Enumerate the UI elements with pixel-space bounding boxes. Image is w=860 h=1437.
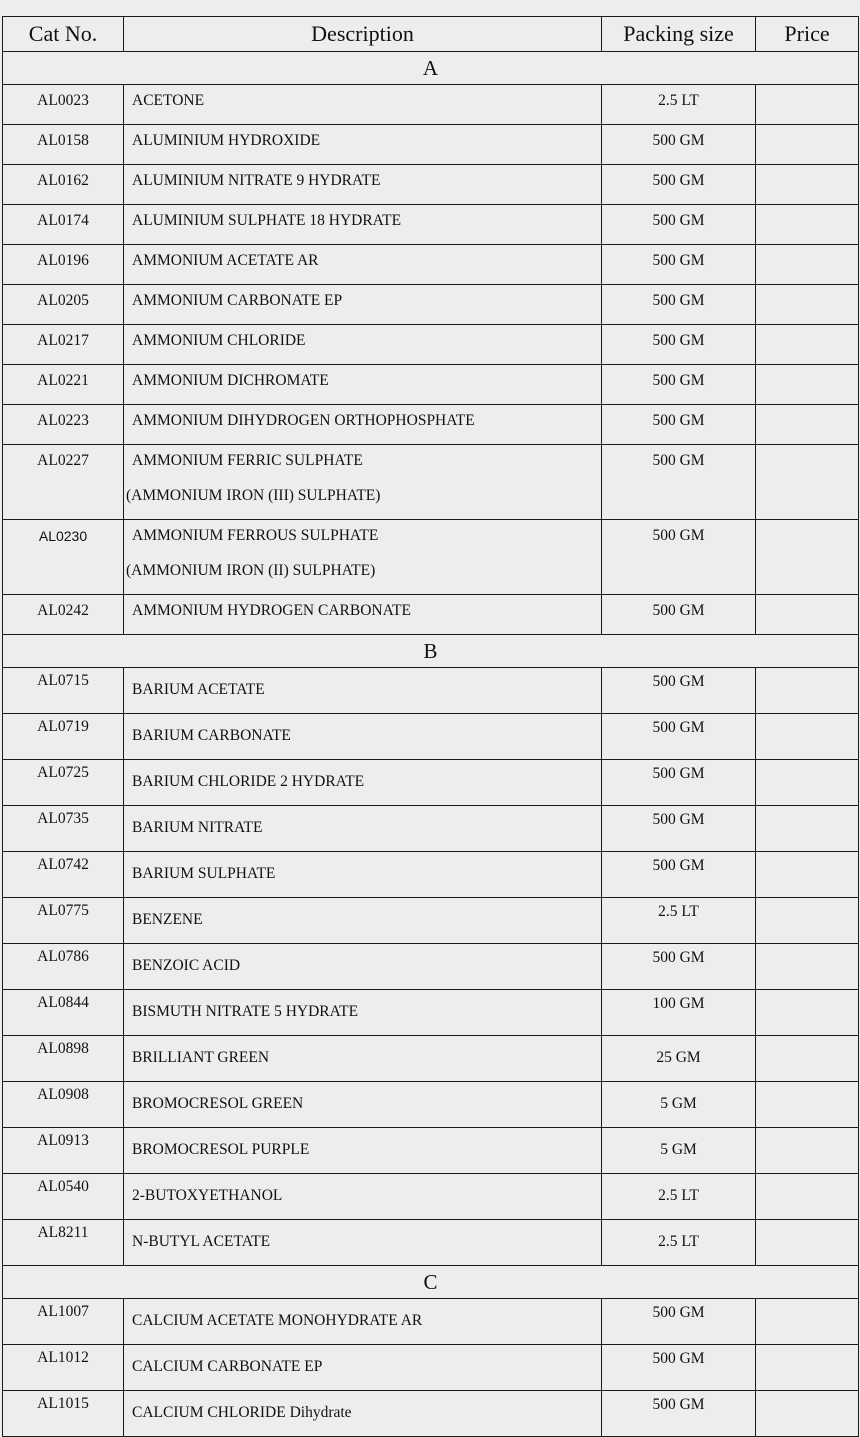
cat-no-cell: AL1007 <box>3 1299 124 1345</box>
description-line: BROMOCRESOL PURPLE <box>132 1141 310 1158</box>
description-line: BRILLIANT GREEN <box>132 1049 270 1066</box>
cat-no-cell: AL0223 <box>3 405 124 445</box>
cat-no-cell: AL0725 <box>3 760 124 806</box>
table-row <box>3 714 859 760</box>
price-cell[interactable] <box>756 990 859 1036</box>
description-line: AMMONIUM FERRIC SULPHATE <box>132 452 363 469</box>
packing-size-cell: 500 GM <box>602 125 756 165</box>
description-line: BARIUM NITRATE <box>132 819 263 836</box>
description-cell <box>124 714 602 760</box>
description-cell <box>124 898 602 944</box>
description-cell <box>124 245 602 285</box>
cat-no-cell: AL0715 <box>3 668 124 714</box>
description-cell <box>124 760 602 806</box>
packing-size-cell: 500 GM <box>602 445 756 520</box>
price-cell[interactable] <box>756 1345 859 1391</box>
cat-no-cell: AL0908 <box>3 1082 124 1128</box>
table-row <box>3 898 859 944</box>
description-cell <box>124 1082 602 1128</box>
table-row <box>3 760 859 806</box>
header-price: Price <box>756 17 859 52</box>
description-line: ACETONE <box>132 92 205 109</box>
cat-no-cell: AL0735 <box>3 806 124 852</box>
packing-size-cell: 2.5 LT <box>602 85 756 125</box>
packing-size-cell: 2.5 LT <box>602 1220 756 1266</box>
section-letter: C <box>3 1266 859 1299</box>
header-packing-size: Packing size <box>602 17 756 52</box>
cat-no-cell: AL0227 <box>3 445 124 520</box>
table-row <box>3 1082 859 1128</box>
description-line: ALUMINIUM HYDROXIDE <box>132 132 321 149</box>
price-cell[interactable] <box>756 285 859 325</box>
cat-no-cell: AL0230 <box>3 520 124 595</box>
packing-size-cell: 500 GM <box>602 668 756 714</box>
table-row <box>3 405 859 445</box>
description-line: BROMOCRESOL GREEN <box>132 1095 304 1112</box>
description-line: AMMONIUM CHLORIDE <box>132 332 306 349</box>
description-line: AMMONIUM CARBONATE EP <box>132 292 343 309</box>
description-line: AMMONIUM ACETATE AR <box>132 252 319 269</box>
packing-size-cell: 500 GM <box>602 165 756 205</box>
price-cell[interactable] <box>756 245 859 285</box>
description-line: AMMONIUM HYDROGEN CARBONATE <box>132 602 412 619</box>
table-row <box>3 1174 859 1220</box>
description-cell <box>124 205 602 245</box>
cat-no-cell: AL0023 <box>3 85 124 125</box>
cat-no-cell: AL0898 <box>3 1036 124 1082</box>
cat-no-cell: AL0174 <box>3 205 124 245</box>
packing-size-cell: 500 GM <box>602 245 756 285</box>
price-cell[interactable] <box>756 668 859 714</box>
price-cell[interactable] <box>756 595 859 635</box>
description-cell <box>124 806 602 852</box>
description-line: BARIUM CARBONATE <box>132 727 291 744</box>
cat-no-cell: AL0221 <box>3 365 124 405</box>
description-line: ALUMINIUM NITRATE 9 HYDRATE <box>132 172 381 189</box>
description-cell <box>124 668 602 714</box>
cat-no-cell: AL0775 <box>3 898 124 944</box>
description-line: BARIUM ACETATE <box>132 681 265 698</box>
table-row <box>3 595 859 635</box>
description-cell <box>124 125 602 165</box>
description-cell <box>124 1220 602 1266</box>
description-cell <box>124 595 602 635</box>
cat-no-cell: AL0719 <box>3 714 124 760</box>
description-line: BENZOIC ACID <box>132 957 241 974</box>
price-cell[interactable] <box>756 1036 859 1082</box>
price-cell[interactable] <box>756 165 859 205</box>
price-cell[interactable] <box>756 365 859 405</box>
cat-no-cell: AL0844 <box>3 990 124 1036</box>
packing-size-cell: 500 GM <box>602 205 756 245</box>
description-line-2: (AMMONIUM IRON (III) SULPHATE) <box>126 487 381 504</box>
price-cell[interactable] <box>756 405 859 445</box>
price-cell[interactable] <box>756 1220 859 1266</box>
table-row <box>3 1036 859 1082</box>
description-line: AMMONIUM DIHYDROGEN ORTHOPHOSPHATE <box>132 412 475 429</box>
table-row <box>3 285 859 325</box>
cat-no-cell: AL0242 <box>3 595 124 635</box>
cat-no-cell: AL1015 <box>3 1391 124 1437</box>
table-row <box>3 852 859 898</box>
packing-size-cell: 25 GM <box>602 1036 756 1082</box>
cat-no-cell: AL0196 <box>3 245 124 285</box>
price-cell[interactable] <box>756 944 859 990</box>
packing-size-cell: 500 GM <box>602 595 756 635</box>
table-row <box>3 1128 859 1174</box>
description-cell <box>124 1299 602 1345</box>
description-cell <box>124 1128 602 1174</box>
packing-size-cell: 500 GM <box>602 944 756 990</box>
table-row <box>3 944 859 990</box>
price-cell[interactable] <box>756 520 859 595</box>
table-row <box>3 85 859 125</box>
description-line: N-BUTYL ACETATE <box>132 1233 271 1250</box>
table-row <box>3 520 859 595</box>
table-row <box>3 125 859 165</box>
description-cell <box>124 85 602 125</box>
packing-size-cell: 500 GM <box>602 285 756 325</box>
description-cell <box>124 445 602 520</box>
section-header-row <box>3 52 859 85</box>
price-cell[interactable] <box>756 205 859 245</box>
price-cell[interactable] <box>756 806 859 852</box>
description-cell <box>124 1391 602 1437</box>
table-row <box>3 990 859 1036</box>
packing-size-cell: 100 GM <box>602 990 756 1036</box>
table-row <box>3 165 859 205</box>
section-letter: A <box>3 52 859 85</box>
packing-size-cell: 500 GM <box>602 325 756 365</box>
packing-size-cell: 500 GM <box>602 852 756 898</box>
cat-no-cell: AL1012 <box>3 1345 124 1391</box>
description-line: AMMONIUM FERROUS SULPHATE <box>132 527 379 544</box>
description-line: BENZENE <box>132 911 203 928</box>
section-header-row <box>3 635 859 668</box>
cat-no-cell: AL0158 <box>3 125 124 165</box>
packing-size-cell: 500 GM <box>602 365 756 405</box>
price-cell[interactable] <box>756 1174 859 1220</box>
table-row <box>3 205 859 245</box>
table-row <box>3 1220 859 1266</box>
description-cell <box>124 325 602 365</box>
cat-no-cell: AL0162 <box>3 165 124 205</box>
description-cell <box>124 1174 602 1220</box>
price-cell[interactable] <box>756 852 859 898</box>
packing-size-cell: 2.5 LT <box>602 1174 756 1220</box>
description-line: CALCIUM CHLORIDE Dihydrate <box>132 1404 352 1421</box>
packing-size-cell: 500 GM <box>602 806 756 852</box>
description-line: AMMONIUM DICHROMATE <box>132 372 329 389</box>
description-cell <box>124 852 602 898</box>
description-cell <box>124 165 602 205</box>
price-cell[interactable] <box>756 445 859 520</box>
description-cell <box>124 405 602 445</box>
description-cell <box>124 365 602 405</box>
price-cell[interactable] <box>756 898 859 944</box>
price-cell[interactable] <box>756 1299 859 1345</box>
table-row <box>3 1391 859 1437</box>
description-line: BISMUTH NITRATE 5 HYDRATE <box>132 1003 359 1020</box>
price-cell[interactable] <box>756 125 859 165</box>
cat-no-cell: AL8211 <box>3 1220 124 1266</box>
section-letter: B <box>3 635 859 668</box>
header-description: Description <box>124 17 602 52</box>
packing-size-cell: 500 GM <box>602 1299 756 1345</box>
table-row <box>3 1299 859 1345</box>
table-row <box>3 1345 859 1391</box>
price-cell[interactable] <box>756 760 859 806</box>
packing-size-cell: 500 GM <box>602 760 756 806</box>
table-row <box>3 445 859 520</box>
description-line: BARIUM CHLORIDE 2 HYDRATE <box>132 773 365 790</box>
price-cell[interactable] <box>756 1082 859 1128</box>
description-cell <box>124 1345 602 1391</box>
cat-no-cell: AL0742 <box>3 852 124 898</box>
description-line: CALCIUM ACETATE MONOHYDRATE AR <box>132 1312 423 1329</box>
description-line: CALCIUM CARBONATE EP <box>132 1358 323 1375</box>
table-row <box>3 806 859 852</box>
packing-size-cell: 5 GM <box>602 1082 756 1128</box>
packing-size-cell: 500 GM <box>602 405 756 445</box>
cat-no-cell: AL0205 <box>3 285 124 325</box>
price-cell[interactable] <box>756 85 859 125</box>
cat-no-cell: AL0786 <box>3 944 124 990</box>
packing-size-cell: 5 GM <box>602 1128 756 1174</box>
description-line: ALUMINIUM SULPHATE 18 HYDRATE <box>132 212 402 229</box>
price-cell[interactable] <box>756 325 859 365</box>
cat-no-cell: AL0913 <box>3 1128 124 1174</box>
header-row <box>3 17 859 52</box>
table-row <box>3 325 859 365</box>
price-cell[interactable] <box>756 1128 859 1174</box>
table-row <box>3 365 859 405</box>
packing-size-cell: 2.5 LT <box>602 898 756 944</box>
table-row <box>3 668 859 714</box>
description-cell <box>124 990 602 1036</box>
description-cell <box>124 1036 602 1082</box>
header-cat-no: Cat No. <box>3 17 124 52</box>
cat-no-cell: AL0540 <box>3 1174 124 1220</box>
packing-size-cell: 500 GM <box>602 1345 756 1391</box>
packing-size-cell: 500 GM <box>602 714 756 760</box>
description-line: 2-BUTOXYETHANOL <box>132 1187 283 1204</box>
description-cell <box>124 520 602 595</box>
description-cell <box>124 944 602 990</box>
packing-size-cell: 500 GM <box>602 520 756 595</box>
description-line-2: (AMMONIUM IRON (II) SULPHATE) <box>126 562 376 579</box>
cat-no-cell: AL0217 <box>3 325 124 365</box>
section-header-row <box>3 1266 859 1299</box>
price-cell[interactable] <box>756 1391 859 1437</box>
table-row <box>3 245 859 285</box>
price-cell[interactable] <box>756 714 859 760</box>
packing-size-cell: 500 GM <box>602 1391 756 1437</box>
description-cell <box>124 285 602 325</box>
description-line: BARIUM SULPHATE <box>132 865 276 882</box>
